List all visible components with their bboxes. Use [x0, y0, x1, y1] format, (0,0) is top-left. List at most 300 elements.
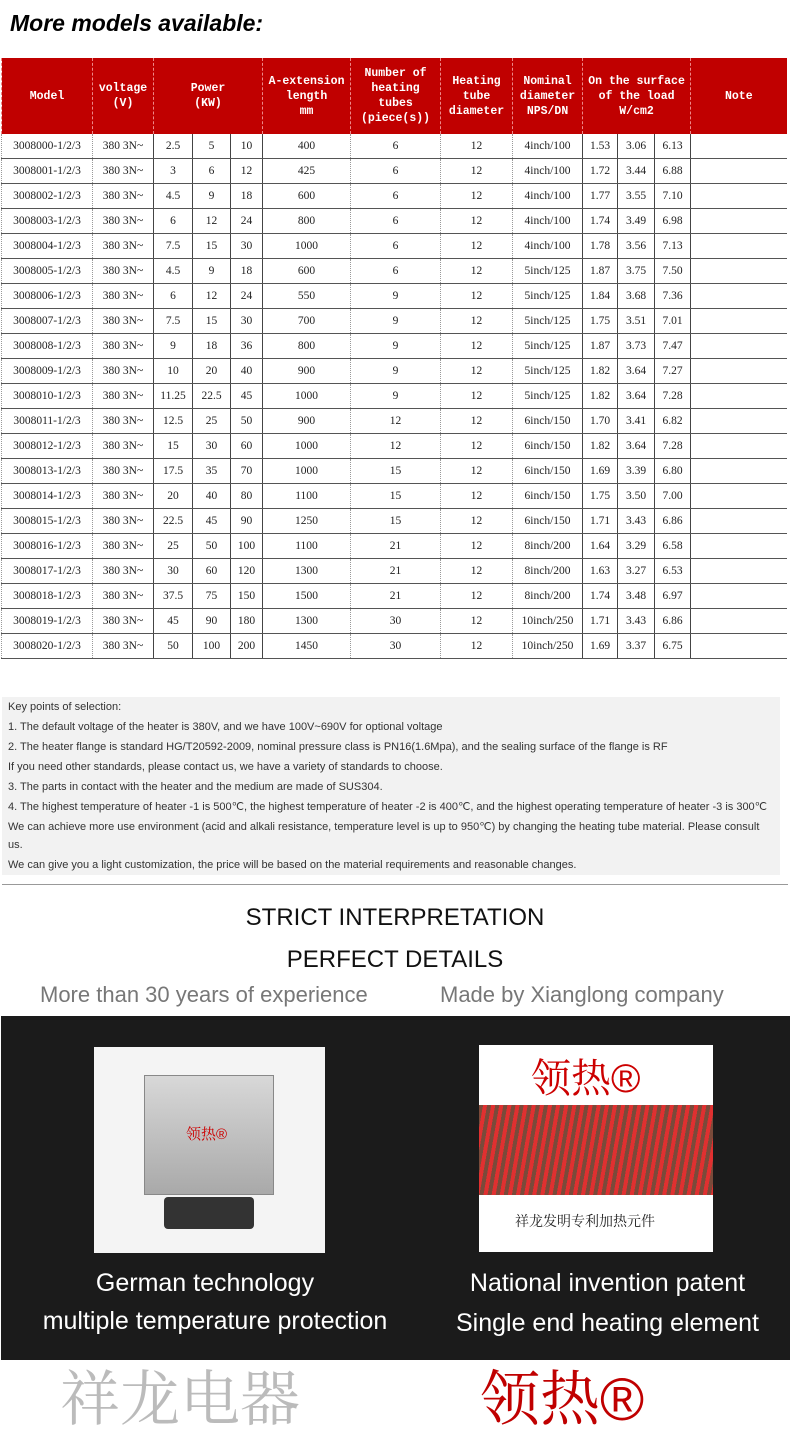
table-cell: 1450 [263, 634, 351, 659]
table-cell: 3008018-1/2/3 [2, 584, 93, 609]
note-cell [691, 434, 787, 459]
table-cell: 6inch/150 [513, 409, 583, 434]
table-cell: 380 3N~ [93, 459, 154, 484]
note-cell [691, 634, 787, 659]
table-cell: 1250 [263, 509, 351, 534]
table-cell: 5inch/125 [513, 309, 583, 334]
table-cell: 3008012-1/2/3 [2, 434, 93, 459]
note-cell [691, 134, 787, 159]
table-cell: 1.87 [583, 334, 618, 359]
table-cell: 3008010-1/2/3 [2, 384, 93, 409]
table-cell: 1300 [263, 609, 351, 634]
table-cell: 9 [351, 334, 441, 359]
table-row [2, 484, 787, 509]
table-cell: 7.27 [655, 359, 691, 384]
table-cell: 3008007-1/2/3 [2, 309, 93, 334]
table-cell: 12 [193, 284, 231, 309]
table-cell: 900 [263, 359, 351, 384]
table-cell: 3.44 [618, 159, 655, 184]
table-cell: 3.55 [618, 184, 655, 209]
note-cell [691, 334, 787, 359]
table-cell: 380 3N~ [93, 384, 154, 409]
table-cell: 1000 [263, 384, 351, 409]
table-cell: 12 [441, 534, 513, 559]
table-cell: 3.73 [618, 334, 655, 359]
table-cell: 380 3N~ [93, 334, 154, 359]
table-cell: 21 [351, 534, 441, 559]
heating-element-caption: 祥龙发明专利加热元件 [515, 1213, 655, 1229]
table-cell: 800 [263, 334, 351, 359]
table-cell: 3008001-1/2/3 [2, 159, 93, 184]
table-cell: 6.97 [655, 584, 691, 609]
note-line: 4. The highest temperature of heater -1 is 500℃, the highest temperature of heater -2 is 400℃, and the highest operating temperature of heater -3 is 300℃ [8, 801, 768, 813]
table-cell: 7.10 [655, 184, 691, 209]
table-cell: 800 [263, 209, 351, 234]
table-cell: 380 3N~ [93, 409, 154, 434]
table-row [2, 159, 787, 184]
table-cell: 3008005-1/2/3 [2, 259, 93, 284]
table-cell: 5inch/125 [513, 334, 583, 359]
table-cell: 80 [231, 484, 263, 509]
table-cell: 30 [231, 234, 263, 259]
table-cell: 3.06 [618, 134, 655, 159]
table-cell: 9 [351, 359, 441, 384]
table-cell: 12 [441, 609, 513, 634]
column-header: voltage (V) [93, 58, 154, 134]
table-cell: 3.27 [618, 559, 655, 584]
table-row [2, 584, 787, 609]
table-cell: 7.50 [655, 259, 691, 284]
table-cell: 40 [231, 359, 263, 384]
table-cell: 3008015-1/2/3 [2, 509, 93, 534]
table-cell: 12 [441, 134, 513, 159]
table-cell: 35 [193, 459, 231, 484]
table-cell: 11.25 [154, 384, 193, 409]
section-heading-1: STRICT INTERPRETATION [245, 904, 545, 931]
column-header: Nominal diameter NPS/DN [513, 58, 583, 134]
table-cell: 45 [154, 609, 193, 634]
feature-2-line2: Single end heating element [455, 1309, 759, 1337]
table-cell: 6inch/150 [513, 459, 583, 484]
table-cell: 3008009-1/2/3 [2, 359, 93, 384]
table-cell: 15 [193, 234, 231, 259]
table-cell: 1.82 [583, 384, 618, 409]
table-cell: 12 [231, 159, 263, 184]
table-cell: 700 [263, 309, 351, 334]
table-cell: 8inch/200 [513, 534, 583, 559]
table-cell: 15 [154, 434, 193, 459]
table-cell: 3.64 [618, 359, 655, 384]
table-cell: 12 [441, 384, 513, 409]
table-cell: 12 [441, 584, 513, 609]
note-cell [691, 559, 787, 584]
table-cell: 1300 [263, 559, 351, 584]
table-cell: 3.75 [618, 259, 655, 284]
table-cell: 12 [441, 309, 513, 334]
table-cell: 15 [351, 459, 441, 484]
table-cell: 12 [441, 159, 513, 184]
table-cell: 3 [154, 159, 193, 184]
feature-2-line1: National invention patent [469, 1269, 746, 1297]
table-cell: 9 [351, 309, 441, 334]
table-cell: 100 [231, 534, 263, 559]
table-cell: 3.43 [618, 509, 655, 534]
table-cell: 1100 [263, 534, 351, 559]
table-cell: 380 3N~ [93, 284, 154, 309]
table-cell: 15 [351, 509, 441, 534]
table-cell: 380 3N~ [93, 534, 154, 559]
table-cell: 12 [441, 459, 513, 484]
table-cell: 12 [351, 434, 441, 459]
table-cell: 15 [193, 309, 231, 334]
note-cell [691, 584, 787, 609]
table-cell: 12 [441, 359, 513, 384]
table-cell: 12.5 [154, 409, 193, 434]
table-cell: 10inch/250 [513, 634, 583, 659]
table-cell: 6 [351, 209, 441, 234]
table-cell: 3.41 [618, 409, 655, 434]
table-cell: 5 [193, 134, 231, 159]
table-cell: 17.5 [154, 459, 193, 484]
table-cell: 6.82 [655, 409, 691, 434]
table-cell: 45 [231, 384, 263, 409]
table-cell: 18 [193, 334, 231, 359]
table-cell: 60 [231, 434, 263, 459]
table-cell: 1100 [263, 484, 351, 509]
table-cell: 600 [263, 259, 351, 284]
table-cell: 30 [351, 609, 441, 634]
table-cell: 7.01 [655, 309, 691, 334]
table-cell: 600 [263, 184, 351, 209]
table-cell: 900 [263, 409, 351, 434]
table-cell: 380 3N~ [93, 309, 154, 334]
table-row [2, 234, 787, 259]
table-cell: 6inch/150 [513, 434, 583, 459]
table-cell: 3.37 [618, 634, 655, 659]
table-cell: 3.68 [618, 284, 655, 309]
column-header: Power (KW) [154, 58, 263, 134]
table-cell: 18 [231, 259, 263, 284]
table-row [2, 284, 787, 309]
table-cell: 6 [193, 159, 231, 184]
table-cell: 9 [154, 334, 193, 359]
note-cell [691, 259, 787, 284]
table-cell: 7.36 [655, 284, 691, 309]
table-cell: 18 [231, 184, 263, 209]
table-cell: 4inch/100 [513, 184, 583, 209]
table-cell: 7.28 [655, 384, 691, 409]
watermark-line2: Made by Xianglong company [440, 982, 724, 1007]
table-cell: 12 [441, 434, 513, 459]
table-cell: 380 3N~ [93, 634, 154, 659]
note-cell [691, 234, 787, 259]
note-cell [691, 609, 787, 634]
heating-element-brand: 领热® [531, 1057, 641, 1101]
table-cell: 30 [351, 634, 441, 659]
table-row [2, 209, 787, 234]
table-cell: 24 [231, 209, 263, 234]
table-cell: 12 [441, 284, 513, 309]
table-cell: 6.13 [655, 134, 691, 159]
note-cell [691, 184, 787, 209]
table-cell: 30 [193, 434, 231, 459]
table-cell: 3.49 [618, 209, 655, 234]
table-cell: 3008014-1/2/3 [2, 484, 93, 509]
table-cell: 60 [193, 559, 231, 584]
table-cell: 6 [351, 234, 441, 259]
table-row [2, 359, 787, 384]
column-header: A-extension length mm [263, 58, 351, 134]
table-cell: 380 3N~ [93, 509, 154, 534]
table-cell: 9 [193, 184, 231, 209]
table-cell: 6 [351, 134, 441, 159]
table-cell: 7.00 [655, 484, 691, 509]
table-cell: 380 3N~ [93, 359, 154, 384]
note-line: Key points of selection: [8, 701, 122, 713]
table-cell: 10inch/250 [513, 609, 583, 634]
note-cell [691, 409, 787, 434]
table-cell: 12 [441, 634, 513, 659]
table-cell: 3008013-1/2/3 [2, 459, 93, 484]
column-header: Number of heating tubes (piece(s)) [351, 58, 441, 134]
table-cell: 1.71 [583, 509, 618, 534]
table-row [2, 509, 787, 534]
table-cell: 6.86 [655, 509, 691, 534]
table-cell: 1000 [263, 234, 351, 259]
table-cell: 1000 [263, 434, 351, 459]
watermark-line1: More than 30 years of experience [40, 982, 368, 1007]
note-cell [691, 534, 787, 559]
table-cell: 10 [154, 359, 193, 384]
table-cell: 24 [231, 284, 263, 309]
table-cell: 1.75 [583, 484, 618, 509]
table-cell: 1.69 [583, 459, 618, 484]
table-cell: 3008020-1/2/3 [2, 634, 93, 659]
table-row [2, 184, 787, 209]
table-cell: 45 [193, 509, 231, 534]
table-cell: 3008016-1/2/3 [2, 534, 93, 559]
table-cell: 8inch/200 [513, 559, 583, 584]
table-cell: 1500 [263, 584, 351, 609]
table-cell: 150 [231, 584, 263, 609]
watermark-bg: 祥龙电器 [60, 1366, 300, 1433]
note-cell [691, 384, 787, 409]
table-cell: 6.58 [655, 534, 691, 559]
table-cell: 3008002-1/2/3 [2, 184, 93, 209]
table-cell: 1.72 [583, 159, 618, 184]
note-cell [691, 284, 787, 309]
note-line: We can achieve more use environment (acid and alkali resistance, temperature level is up to 950℃) by changing the heating tube material. Please consult us. [8, 821, 760, 851]
table-cell: 8inch/200 [513, 584, 583, 609]
note-line: 1. The default voltage of the heater is 380V, and we have 100V~690V for optional voltage [8, 721, 443, 733]
table-cell: 10 [231, 134, 263, 159]
table-cell: 1.74 [583, 584, 618, 609]
table-row [2, 459, 787, 484]
table-cell: 12 [441, 559, 513, 584]
table-cell: 15 [351, 484, 441, 509]
table-cell: 12 [441, 409, 513, 434]
table-row [2, 409, 787, 434]
table-cell: 180 [231, 609, 263, 634]
divider [2, 884, 788, 885]
table-cell: 6.86 [655, 609, 691, 634]
table-cell: 3.64 [618, 434, 655, 459]
table-cell: 22.5 [154, 509, 193, 534]
table-cell: 380 3N~ [93, 184, 154, 209]
table-cell: 3008004-1/2/3 [2, 234, 93, 259]
table-cell: 7.13 [655, 234, 691, 259]
note-line: 3. The parts in contact with the heater and the medium are made of SUS304. [8, 781, 383, 793]
table-cell: 380 3N~ [93, 259, 154, 284]
table-cell: 7.5 [154, 234, 193, 259]
table-cell: 1.69 [583, 634, 618, 659]
table-cell: 3008000-1/2/3 [2, 134, 93, 159]
table-cell: 3008008-1/2/3 [2, 334, 93, 359]
table-cell: 6 [351, 159, 441, 184]
table-cell: 380 3N~ [93, 584, 154, 609]
table-cell: 550 [263, 284, 351, 309]
table-cell: 4inch/100 [513, 209, 583, 234]
table-row [2, 384, 787, 409]
table-cell: 7.47 [655, 334, 691, 359]
table-cell: 4inch/100 [513, 234, 583, 259]
note-cell [691, 209, 787, 234]
table-cell: 200 [231, 634, 263, 659]
table-cell: 21 [351, 584, 441, 609]
table-cell: 3008019-1/2/3 [2, 609, 93, 634]
feature-1-line2: multiple temperature protection [42, 1307, 388, 1335]
column-header: Model [2, 58, 93, 134]
table-cell: 50 [154, 634, 193, 659]
table-cell: 6.75 [655, 634, 691, 659]
table-cell: 3.56 [618, 234, 655, 259]
table-cell: 1.63 [583, 559, 618, 584]
table-cell: 25 [154, 534, 193, 559]
table-cell: 21 [351, 559, 441, 584]
table-row [2, 134, 787, 159]
table-cell: 1.74 [583, 209, 618, 234]
table-cell: 7.5 [154, 309, 193, 334]
table-cell: 380 3N~ [93, 484, 154, 509]
table-cell: 12 [441, 234, 513, 259]
table-cell: 1.87 [583, 259, 618, 284]
table-cell: 6inch/150 [513, 509, 583, 534]
table-cell: 3.29 [618, 534, 655, 559]
column-header: Note [691, 58, 787, 134]
table-cell: 9 [351, 384, 441, 409]
table-cell: 1.75 [583, 309, 618, 334]
table-cell: 1.53 [583, 134, 618, 159]
note-line: If you need other standards, please contact us, we have a variety of standards to choose. [8, 761, 443, 773]
table-cell: 9 [193, 259, 231, 284]
table-cell: 1.64 [583, 534, 618, 559]
column-header: Heating tube diameter [441, 58, 513, 134]
heating-element-image [479, 1045, 713, 1252]
note-cell [691, 159, 787, 184]
table-cell: 3.43 [618, 609, 655, 634]
note-cell [691, 459, 787, 484]
table-cell: 4inch/100 [513, 134, 583, 159]
table-cell: 3.48 [618, 584, 655, 609]
table-cell: 6 [351, 184, 441, 209]
page-title: More models available: [10, 10, 264, 36]
table-cell: 36 [231, 334, 263, 359]
table-cell: 6 [154, 209, 193, 234]
table-cell: 3.39 [618, 459, 655, 484]
table-cell: 12 [441, 184, 513, 209]
table-cell: 12 [351, 409, 441, 434]
table-row [2, 434, 787, 459]
table-row [2, 559, 787, 584]
table-cell: 30 [154, 559, 193, 584]
table-cell: 5inch/125 [513, 384, 583, 409]
table-cell: 1.70 [583, 409, 618, 434]
table-cell: 100 [193, 634, 231, 659]
table-cell: 1.71 [583, 609, 618, 634]
table-cell: 70 [231, 459, 263, 484]
models-table [1, 58, 787, 659]
table-cell: 6.53 [655, 559, 691, 584]
selection-notes [2, 697, 780, 875]
table-cell: 1.78 [583, 234, 618, 259]
table-cell: 380 3N~ [93, 159, 154, 184]
table-cell: 6 [154, 284, 193, 309]
table-row [2, 534, 787, 559]
table-cell: 1.82 [583, 359, 618, 384]
table-cell: 120 [231, 559, 263, 584]
table-cell: 6.80 [655, 459, 691, 484]
table-cell: 380 3N~ [93, 559, 154, 584]
feature-1-line1: German technology [95, 1269, 315, 1297]
table-cell: 380 3N~ [93, 209, 154, 234]
table-cell: 40 [193, 484, 231, 509]
table-cell: 75 [193, 584, 231, 609]
table-cell: 3.51 [618, 309, 655, 334]
table-cell: 380 3N~ [93, 609, 154, 634]
table-cell: 2.5 [154, 134, 193, 159]
table-cell: 6.88 [655, 159, 691, 184]
table-cell: 6inch/150 [513, 484, 583, 509]
table-cell: 1000 [263, 459, 351, 484]
note-cell [691, 484, 787, 509]
note-cell [691, 509, 787, 534]
section-heading-2: PERFECT DETAILS [286, 946, 504, 973]
table-cell: 400 [263, 134, 351, 159]
table-cell: 6 [351, 259, 441, 284]
table-cell: 3008017-1/2/3 [2, 559, 93, 584]
table-row [2, 634, 787, 659]
table-cell: 50 [193, 534, 231, 559]
table-cell: 380 3N~ [93, 134, 154, 159]
table-cell: 37.5 [154, 584, 193, 609]
table-cell: 3.50 [618, 484, 655, 509]
table-cell: 4.5 [154, 259, 193, 284]
table-cell: 380 3N~ [93, 434, 154, 459]
table-cell: 25 [193, 409, 231, 434]
table-cell: 5inch/125 [513, 284, 583, 309]
table-cell: 1.77 [583, 184, 618, 209]
watermark-brand: 领热® [480, 1366, 645, 1433]
table-cell: 30 [231, 309, 263, 334]
table-cell: 20 [193, 359, 231, 384]
table-cell: 4inch/100 [513, 159, 583, 184]
table-cell: 3008003-1/2/3 [2, 209, 93, 234]
table-cell: 3.64 [618, 384, 655, 409]
table-cell: 12 [441, 259, 513, 284]
table-cell: 5inch/125 [513, 359, 583, 384]
table-cell: 1.82 [583, 434, 618, 459]
table-cell: 5inch/125 [513, 259, 583, 284]
